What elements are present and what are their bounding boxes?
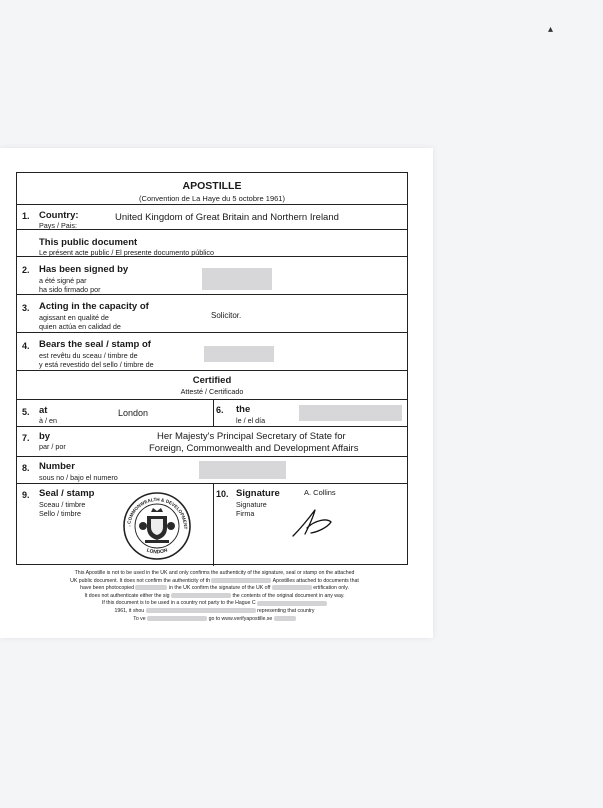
- row-seal-of: [17, 332, 407, 370]
- footer-text: Apostilles attached to documents that: [272, 577, 359, 584]
- footer-line: [42, 585, 387, 593]
- row-number: [17, 456, 407, 483]
- redacted-text: [135, 585, 167, 590]
- seal-of-label: Bears the seal / stamp of: [39, 339, 151, 350]
- corner-mark: ▴: [548, 24, 554, 35]
- field-number: 9.: [22, 490, 30, 500]
- apostille-subtitle: (Convention de La Haye du 5 octobre 1961): [139, 194, 285, 203]
- redacted-text: [274, 616, 296, 621]
- at-label: at: [39, 405, 48, 416]
- capacity-sub-es: quien actúa en calidad de: [39, 322, 121, 331]
- footer-line: [42, 608, 387, 616]
- signature-name: A. Collins: [304, 488, 336, 497]
- row-by: [17, 426, 407, 456]
- by-label: by: [39, 431, 51, 442]
- redacted-text: [257, 601, 327, 606]
- field-number: 6.: [216, 405, 224, 415]
- seal-text-bottom: LONDON: [145, 547, 169, 556]
- footer-text: representing that country: [257, 607, 315, 614]
- row-certified: [17, 370, 407, 399]
- capacity-label: Acting in the capacity of: [39, 301, 149, 312]
- signed-by-sub-es: ha sido firmado por: [39, 285, 101, 294]
- certified-sub: Attesté / Certificado: [180, 387, 244, 396]
- redacted-text: [171, 593, 231, 598]
- by-value-line2: Foreign, Commonwealth and Development Affairs: [149, 443, 359, 454]
- footer-text: To ve: [133, 615, 146, 622]
- footer-text: It does not authenticate either the sig: [84, 592, 170, 599]
- signature-sub-fr: Signature: [236, 500, 267, 509]
- field-number: 1.: [22, 211, 30, 221]
- row-seal-signature: [17, 483, 407, 565]
- row-signed-by: [17, 256, 407, 294]
- signature-label: Signature: [236, 488, 280, 499]
- handwritten-signature: [287, 506, 337, 542]
- footer-text: the contents of the original document in any way.: [232, 592, 345, 599]
- redacted-seal-of: [204, 346, 274, 362]
- redacted-date: [299, 405, 402, 421]
- row-capacity: [17, 294, 407, 332]
- row-place-date: [17, 399, 407, 426]
- redacted-text: [272, 585, 312, 590]
- by-value-line1: Her Majesty's Principal Secretary of State for: [157, 431, 346, 442]
- redacted-signer: [202, 268, 272, 290]
- apostille-sheet: [0, 148, 433, 638]
- footer-text: This Apostille is not to be used in the UK and only confirms the authenticity of the signature, seal or stamp on the attached: [74, 570, 355, 576]
- footer-text: have been photocopied: [80, 585, 135, 592]
- public-document-sub: Le présent acte public / El presente documento público: [39, 248, 215, 257]
- certified-label: Certified: [192, 375, 232, 386]
- redacted-number: [199, 461, 286, 479]
- field-number: 4.: [22, 341, 30, 351]
- field-number: 7.: [22, 433, 30, 443]
- number-label: Number: [39, 461, 75, 472]
- divider: [213, 400, 214, 427]
- fcdo-seal-stamp: [121, 490, 193, 562]
- footer-text: If this document is to be used in a country not party to the Hague C: [101, 600, 256, 607]
- apostille-title: APOSTILLE: [182, 180, 242, 192]
- capacity-sub-fr: agissant en qualité de: [39, 313, 109, 322]
- footer-text: UK public document. It does not confirm the authenticity of th: [70, 577, 210, 584]
- country-sub: Pays / Pais:: [39, 221, 77, 230]
- svg-text:LONDON: [146, 547, 169, 555]
- by-sub: par / por: [39, 442, 66, 451]
- country-value: United Kingdom of Great Britain and Northern Ireland: [115, 212, 339, 223]
- signed-by-label: Has been signed by: [39, 264, 129, 275]
- field-number: 2.: [22, 265, 30, 275]
- footer-text: in the UK confirm the signature of the UK off: [168, 585, 271, 592]
- footer-text: go to www.verifyapostille.se: [208, 615, 273, 622]
- field-number: 5.: [22, 407, 30, 417]
- footer-line: [42, 593, 387, 601]
- footer-line: [42, 616, 387, 624]
- seal-of-sub-fr: est revêtu du sceau / timbre de: [39, 351, 138, 360]
- row-public-document: [17, 229, 407, 256]
- public-document-label: This public document: [39, 237, 138, 248]
- field-number: 10.: [216, 489, 229, 499]
- row-country: [17, 204, 407, 229]
- the-label: the: [236, 404, 251, 415]
- field-number: 8.: [22, 463, 30, 473]
- at-value: London: [118, 408, 149, 418]
- seal-text-top: , COMMONWEALTH & DEVELOPMENT: [126, 496, 189, 530]
- footer-line: [42, 570, 387, 578]
- capacity-value: Solicitor.: [211, 311, 242, 320]
- footer-line: [42, 578, 387, 586]
- the-sub: le / el día: [236, 416, 266, 425]
- seal-stamp-sub-es: Sello / timbre: [39, 509, 81, 518]
- seal-stamp-sub-fr: Sceau / timbre: [39, 500, 86, 509]
- footer-text: ertification only.: [313, 585, 349, 592]
- field-number: 3.: [22, 303, 30, 313]
- redacted-text: [211, 578, 271, 583]
- number-sub: sous no / bajo el numero: [39, 473, 118, 482]
- seal-of-sub-es: y está revestido del sello / timbre de: [39, 360, 154, 369]
- footer-disclaimer: [42, 570, 387, 623]
- redacted-text: [146, 608, 256, 613]
- footer-line: [42, 600, 387, 608]
- divider: [213, 484, 214, 566]
- redacted-text: [147, 616, 207, 621]
- footer-text: 1961, it shou: [114, 607, 145, 614]
- seal-stamp-label: Seal / stamp: [39, 488, 95, 499]
- country-label: Country:: [39, 210, 79, 221]
- at-sub: à / en: [39, 416, 57, 425]
- apostille-form: [16, 172, 408, 565]
- signed-by-sub-fr: a été signé par: [39, 276, 87, 285]
- signature-sub-es: Firma: [236, 509, 255, 518]
